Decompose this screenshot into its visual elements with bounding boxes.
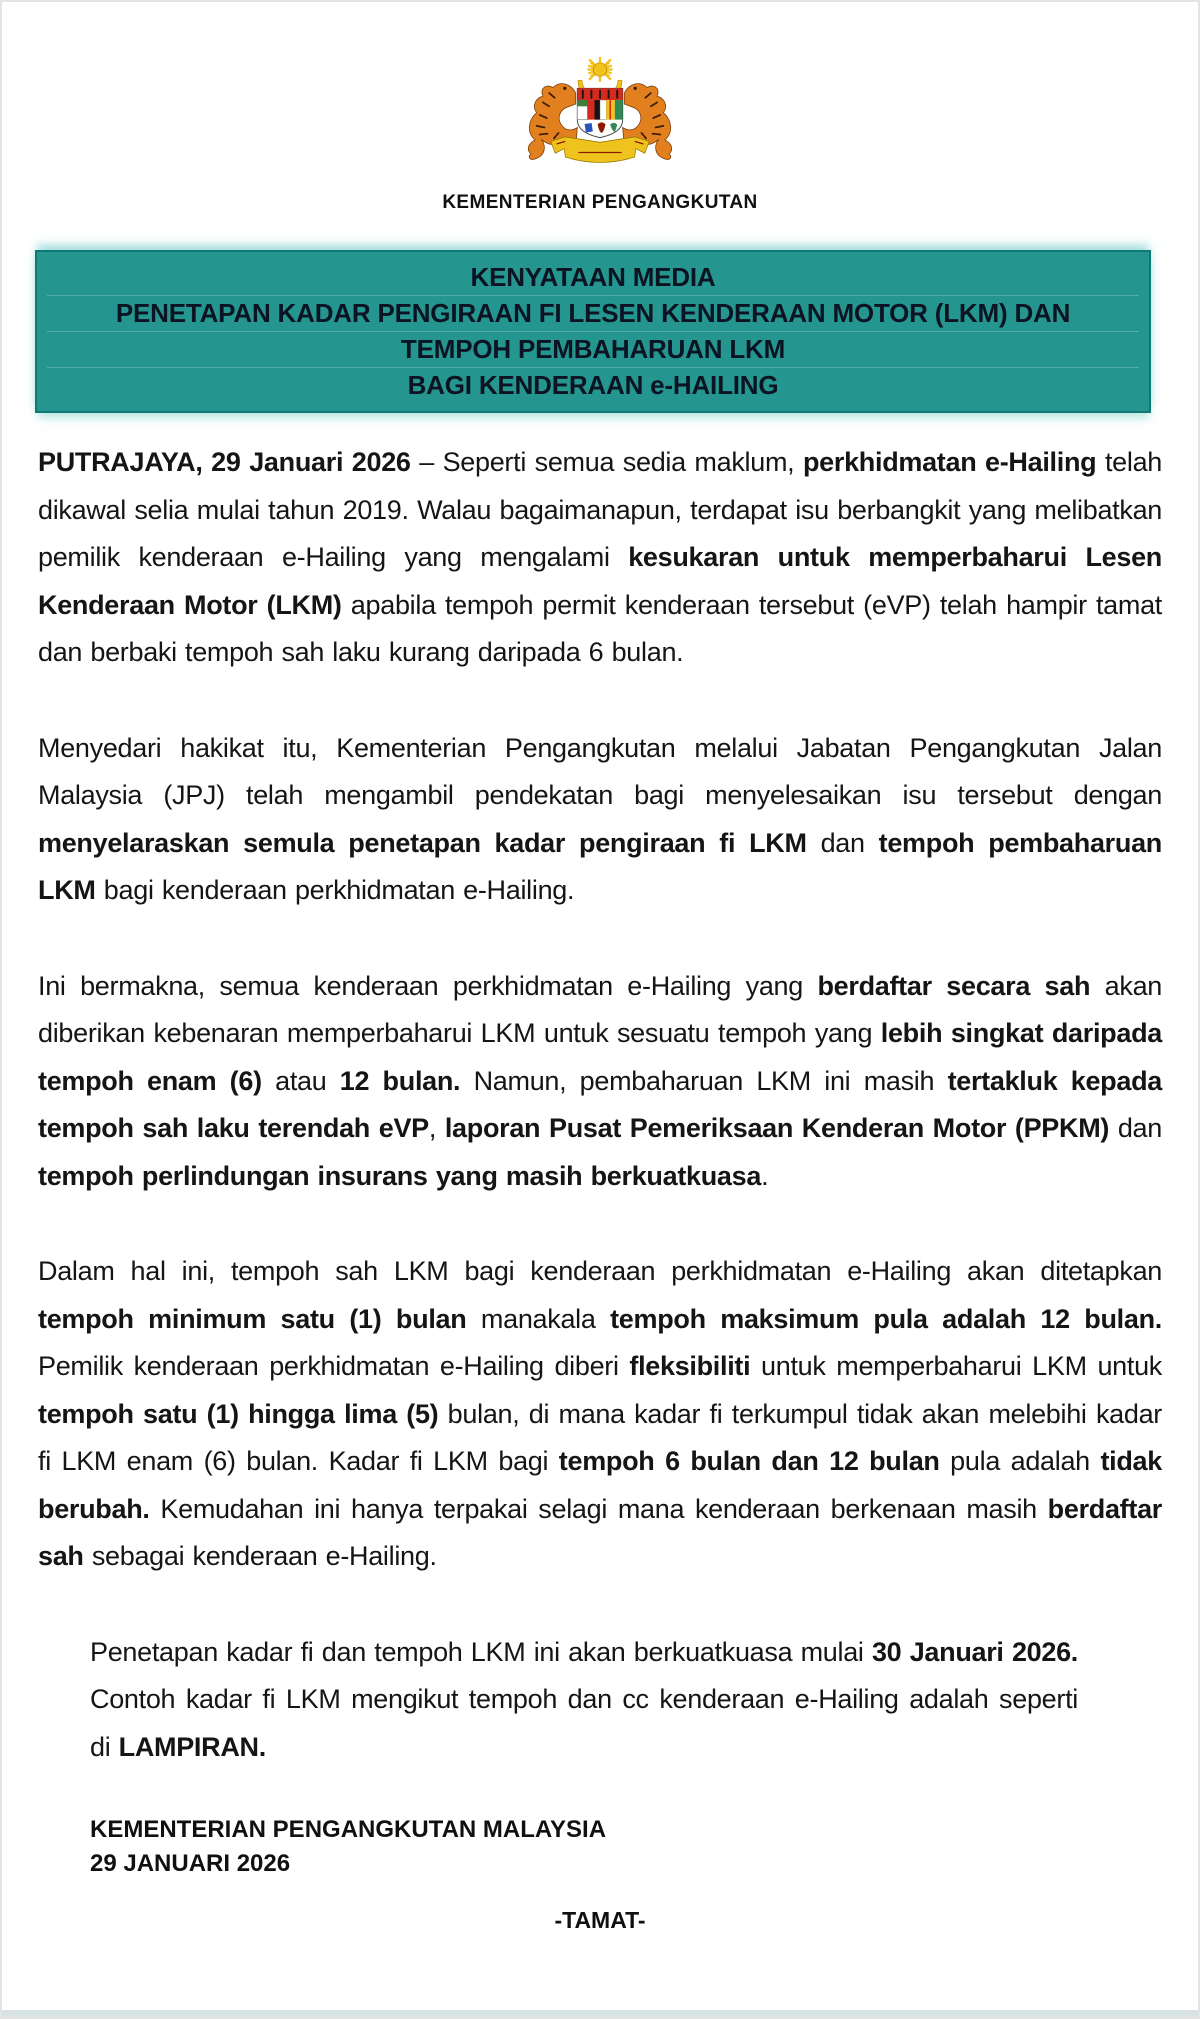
footer-org: KEMENTERIAN PENGANGKUTAN MALAYSIA xyxy=(90,1816,607,1843)
paragraph-3: Ini bermakna, semua kenderaan perkhidmatan e-Hailing yang berdaftar secara sah akan diberikan kebenaran memperbaharui LKM untuk sesuatu tempoh yang lebih singkat daripada tempoh enam (6) atau 12 bulan. Namun, pembaharuan LKM ini masih tertakluk kepada tempoh sah laku terendah eVP, laporan Pusat Pemeriksaan Kenderan Motor (PPKM) dan tempoh perlindungan insurans yang masih berkuatkuasa. xyxy=(38,970,1162,1191)
title-line-2: PENETAPAN KADAR PENGIRAAN FI LESEN KENDERAAN MOTOR (LKM) DAN xyxy=(47,295,1139,331)
title-line-3: TEMPOH PEMBAHARUAN LKM xyxy=(47,331,1139,367)
press-release-title-box xyxy=(35,250,1151,413)
bottom-edge-strip xyxy=(2,2010,1198,2017)
paragraph-4: Dalam hal ini, tempoh sah LKM bagi kenderaan perkhidmatan e-Hailing akan ditetapkan tempoh minimum satu (1) bulan manakala tempoh maksimum pula adalah 12 bulan. Pemilik kenderaan perkhidmatan e-Hailing diberi fleksibiliti untuk memperbaharui LKM untuk tempoh satu (1) hingga lima (5) bulan, di mana kadar fi terkumpul tidak akan melebihi kadar fi LKM enam (6) bulan. Kadar fi LKM bagi tempoh 6 bulan dan 12 bulan pula adalah tidak berubah. Kemudahan ini hanya terpakai selagi mana kenderaan berkenaan masih berdaftar sah sebagai kenderaan e-Hailing. xyxy=(38,1256,1162,1571)
title-line-4: BAGI KENDERAAN e-HAILING xyxy=(47,367,1139,403)
ministry-name: KEMENTERIAN PENGANGKUTAN xyxy=(442,192,758,213)
sun-icon xyxy=(587,57,612,82)
document-body xyxy=(38,439,1162,1771)
signature-block xyxy=(90,1813,1162,1881)
paragraph-5-effective-date: Penetapan kadar fi dan tempoh LKM ini akan berkuatkuasa mulai 30 Januari 2026. Contoh kadar fi LKM mengikut tempoh dan cc kenderaan e-Hailing adalah seperti di LAMPIRAN. xyxy=(90,1636,1079,1762)
malaysia-coat-of-arms-icon xyxy=(510,40,690,182)
banner-ribbon-icon xyxy=(551,137,650,163)
paragraph-1: PUTRAJAYA, 29 Januari 2026 – Seperti semua sedia maklum, perkhidmatan e-Hailing telah dikawal selia mulai tahun 2019. Walau bagaimanapun, terdapat isu berbangkit yang melibatkan pemilik kenderaan e-Hailing yang mengalami kesukaran untuk memperbaharui Lesen Kenderaan Motor (LKM) apabila tempoh permit kenderaan tersebut (eVP) telah hampir tamat dan berbaki tempoh sah laku kurang daripada 6 bulan. xyxy=(38,447,1163,667)
shield-icon xyxy=(577,88,622,137)
paragraph-2: Menyedari hakikat itu, Kementerian Pengangkutan melalui Jabatan Pengangkutan Jalan Malaysia (JPJ) telah mengambil pendekatan bagi menyelesaikan isu tersebut dengan menyelaraskan semula penetapan kadar pengiraan fi LKM dan tempoh pembaharuan LKM bagi kenderaan perkhidmatan e-Hailing. xyxy=(38,732,1162,905)
end-marker: -TAMAT- xyxy=(554,1907,646,1933)
title-line-1: KENYATAAN MEDIA xyxy=(470,262,716,292)
footer-date: 29 JANUARI 2026 xyxy=(90,1850,291,1877)
